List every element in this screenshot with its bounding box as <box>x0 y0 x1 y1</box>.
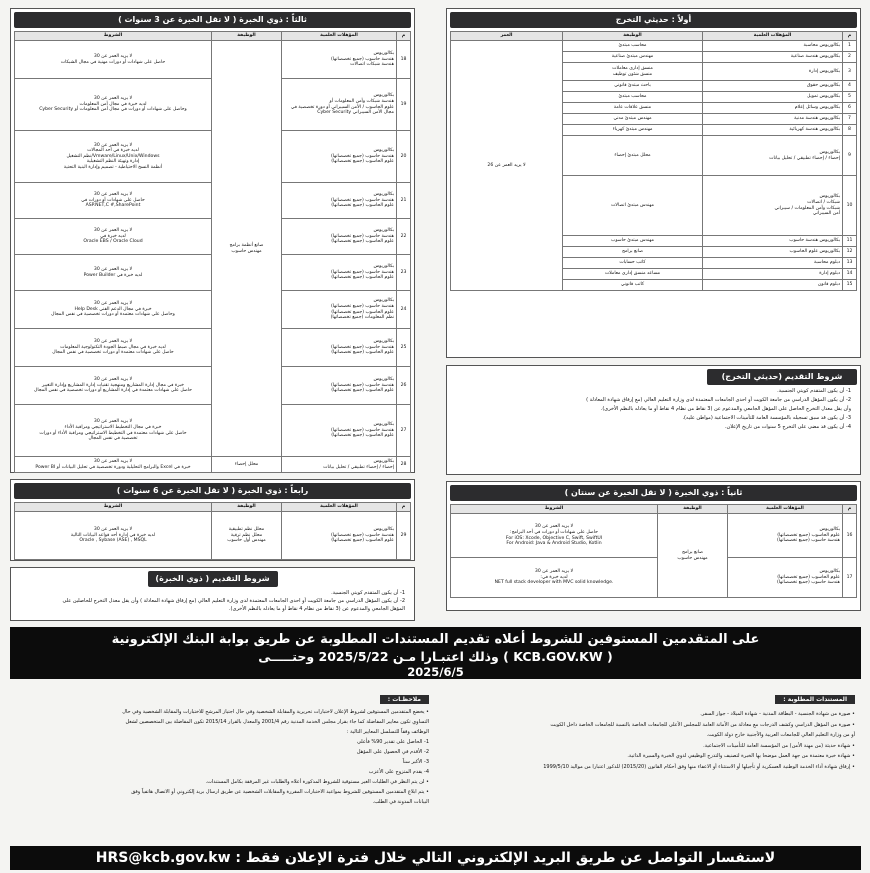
qualification-cell: بكالوريوس إدارة <box>703 63 843 81</box>
row-number: 6 <box>843 103 857 114</box>
conditions-cell: لا يزيد العمر عن 30 حاصل على شهادات أو دورات مهنية في مجال الشبكات <box>15 41 212 79</box>
row-number: 21 <box>397 183 411 219</box>
qualification-cell: بكالوريوس علوم الحاسوب (جميع تخصصاتها) هندسة حاسوب (جميع تخصصاتها) <box>728 558 843 598</box>
table-row <box>451 514 857 558</box>
row-number: 28 <box>397 457 411 473</box>
graduates-rows <box>451 41 857 291</box>
row-number: 10 <box>843 176 857 236</box>
graduates-panel <box>446 8 861 358</box>
job-cell: محلل مبتدئ إحصاء <box>563 136 703 176</box>
table-header: م المؤهلات العلمية الوظيفة الشروط <box>15 503 411 512</box>
job-cell: مساعد منسق إداري معاملات <box>563 269 703 280</box>
note-item: التساوي تكون معايير المفاضلة كما جاء بقرار مجلس الخدمة المدنية رقم 2001/4 والمعدل بالقرار 2015/14 تكون المفاضلة بين المتخصصين لشغل <box>125 719 429 725</box>
note-item: 1- الحاصل على تقدير 90% فأعلى <box>357 739 429 745</box>
third-rows <box>15 41 411 473</box>
qualification-cell: بكالوريوس حقوق <box>703 81 843 92</box>
row-number: 19 <box>397 79 411 131</box>
graduate-conditions-panel <box>446 365 861 475</box>
table-row <box>15 512 411 560</box>
qualification-cell: بكالوريوس هندسة مدنية <box>703 114 843 125</box>
row-number: 29 <box>397 512 411 560</box>
qualification-cell: بكالوريوس علوم الحاسوب <box>703 247 843 258</box>
qualification-cell: بكالوريوس محاسبة <box>703 41 843 52</box>
condition-item: 4- أن يكون قد مضى على التخرج 5 سنوات من تاريخ الإعلان. <box>724 424 851 430</box>
qualification-cell: بكالوريوس هندسة صناعية <box>703 52 843 63</box>
experience-conditions-title: شروط التقديم ( ذوي الخبرة) <box>148 571 278 587</box>
note-item: البيانات المدونة في الطلب. <box>372 799 429 805</box>
conditions-cell: لا يزيد العمر عن 30 خبرة في مجال الدعم الفني Help Desk وحاصل على شهادات معتمدة أو دورات تخصصية في نفس المجال <box>15 291 212 329</box>
qualification-cell: بكالوريوس هندسة شبكات وأمن المعلومات أو علوم الحاسوب / الأمن السيبراني أو دورة تخصصية في مجال الأمن السيبراني Cyber Security <box>282 79 397 131</box>
qualification-cell: بكالوريوس هندسة حاسوب (جميع تخصصاتها) علوم الحاسوب (جميع تخصصاتها) نظم المعلومات (جميع تخصصاتها) <box>282 291 397 329</box>
row-number: 4 <box>843 81 857 92</box>
qualification-cell: بكالوريوس علوم الحاسوب (جميع تخصصاتها) هندسة حاسوب (جميع تخصصاتها) <box>728 514 843 558</box>
row-number: 9 <box>843 136 857 176</box>
row-number: 24 <box>397 291 411 329</box>
condition-item: المؤهل الجامعي والمدعوم عن (3 نقاط من نظام 4 نقاط أو ما يعادله بالنظم الأخرى). <box>228 606 405 612</box>
notes-panel <box>10 682 435 842</box>
experience-conditions-panel <box>10 567 415 621</box>
condition-item: 3- أن يكون قد سبق تسجيله بالمؤسسة العامة للتأمينات الاجتماعية (مواطن عليه). <box>682 415 851 421</box>
conditions-cell: لا يزيد العمر عن 30 لديه خبرة في: .NET full stack developer with MVC solid knowledge <box>451 558 658 598</box>
table-header: م المؤهلات العلمية الوظيفة الشروط <box>15 32 411 41</box>
second-panel <box>446 481 861 611</box>
conditions-cell: لا يزيد العمر عن 30 لديه خبرة في إدارة أحد قواعد البيانات التالية Oracle , Sybase (ASE) , MSQL <box>15 512 212 560</box>
table-header: م المؤهلات العلمية الوظيفة العمر <box>451 32 857 41</box>
fourth-panel <box>10 479 415 561</box>
graduates-table <box>450 31 857 291</box>
documents-title: المستندات المطلوبة : <box>775 695 855 704</box>
row-number: 18 <box>397 41 411 79</box>
qualification-cell: بكالوريوس هندسة حاسوب (جميع تخصصاتها) علوم الحاسوب (جميع تخصصاتها) <box>282 131 397 183</box>
row-number: 2 <box>843 52 857 63</box>
row-number: 5 <box>843 92 857 103</box>
note-item: • لن يتم النظر في الطلبات الغير مستوفية للشروط المذكورة أعلاه والطلبات غير المرفقة بكامل المستندات. <box>205 779 429 785</box>
row-number: 3 <box>843 63 857 81</box>
qualification-cell: بكالوريوس تمويل <box>703 92 843 103</box>
document-item: • صورة من شهادة الجنسية - البطاقة المدنية - شهادة الميلاد - جواز السفر. <box>700 711 855 717</box>
conditions-cell: لا يزيد العمر عن 30 خبرة في مجال إدارة المشاريع ومنهجية تقنيات إدارة المشاريع وإدارة التغيير حاصل على شهادات معتمدة في إدارة المشاريع أو دورات تخصصية في نفس المجال <box>15 367 212 405</box>
row-number: 11 <box>843 236 857 247</box>
row-number: 1 <box>843 41 857 52</box>
graduate-conditions-list <box>450 385 857 434</box>
table-row <box>15 457 411 473</box>
job-cell: منسق علاقات عامة <box>563 103 703 114</box>
row-number: 22 <box>397 219 411 255</box>
row-number: 7 <box>843 114 857 125</box>
row-number: 15 <box>843 280 857 291</box>
notes-title: ملاحظـات : <box>380 695 429 704</box>
note-item: الوظائف وفقاً للتسلسل المعايير التالية : <box>346 729 429 735</box>
third-table <box>14 31 411 473</box>
qualification-cell: دبلوم قانون <box>703 280 843 291</box>
row-number: 17 <box>843 558 857 598</box>
qualification-cell: بكالوريوس هندسة حاسوب (جميع تخصصاتها) علوم الحاسوب (جميع تخصصاتها) <box>282 405 397 457</box>
job-cell: مهندس مبتدئ اتصالات <box>563 176 703 236</box>
job-cell: مهندس مبتدئ صناعية <box>563 52 703 63</box>
document-item: • صورة من المؤهل الدراسي وكشف الدرجات مع معادلة من الأمانة العامة للمجلس الأعلى للجامعات الخاصة بالنسبة للجامعات الخاصة داخل الكويت <box>550 721 855 728</box>
note-item: • يتم ابلاغ المتقدمين المستوفين للشروط بمواعيد الاختبارات المقررة والمقابلات الشخصية عن طريق ارسال بريد إلكتروني أو الاتصال هاتفياً وفق <box>131 789 429 795</box>
table-row <box>451 41 857 52</box>
conditions-cell: لا يزيد العمر عن 30 لديه خبرة في مجال ضبط الجودة التكنولوجية المعلومات حاصل على شهادات معتمدة أو دورات تخصصية في نفس المجال <box>15 329 212 367</box>
second-rows <box>451 514 857 598</box>
job-cell: صانع برامج <box>563 247 703 258</box>
job-cell: مهندس مبتدئ كهرباء <box>563 125 703 136</box>
conditions-cell: لا يزيد العمر عن 30 خبرة في Excel والبرامج التحليلية ودورة تخصصية في تحليل البيانات أو Power BI <box>15 457 212 473</box>
job-cell: مهندس مبتدئ مدني <box>563 114 703 125</box>
fourth-rows <box>15 512 411 560</box>
document-item: • شهادة حديثة (من مهنة الأمن) من المؤسسة العامة للتأمينات الاجتماعية. <box>703 742 855 749</box>
fourth-title: رابعاً : ذوي الخبرة ( لا تقل الخبرة عن 6 سنوات ) <box>14 483 411 499</box>
documents-list <box>452 709 855 772</box>
qualification-cell: بكالوريوس إحصاء / إحصاء تطبيقي / تحليل بيانات <box>703 136 843 176</box>
second-table <box>450 504 857 598</box>
qualification-cell: بكالوريوس شبكات / اتصالات شبكات وأمن المعلومات / سيبراني أمن السيبراني <box>703 176 843 236</box>
conditions-cell: لا يزيد العمر عن 30 لديه خبرة في Power Builder <box>15 255 212 291</box>
conditions-cell: لا يزيد العمر عن 30 خبرة في مجال التخطيط الاستراتيجي ومراقبة الأداء حاصل على شهادات معتمدة في التخطيط الاستراتيجي ومراقبة الأداء أو دورات تخصصية في نفس المجال <box>15 405 212 457</box>
qualification-cell: دبلوم إدارة <box>703 269 843 280</box>
documents-panel <box>446 682 861 842</box>
contact-footer: لاستفسار التواصل عن طريق البريد الإلكتروني التالي خلال فترة الإعلان فقط : HRS@kcb.gov.kw <box>10 846 861 870</box>
job-cell: صانع أنظمة برامج مهندس حاسوب <box>212 41 282 457</box>
conditions-cell: لا يزيد العمر عن 30 حاصل على شهادات أو دورات في ASP.NET,C #,SharePoint <box>15 183 212 219</box>
job-cell: محاسب مبتدئ <box>563 92 703 103</box>
document-item: • شهادة خبرة معتمدة من جهة العمل موضحا بها الخبرة لتصنيف والتدرج الوظيفي لذوي الخبرة والسيرة الذاتية. <box>627 753 855 759</box>
row-number: 20 <box>397 131 411 183</box>
row-number: 26 <box>397 367 411 405</box>
condition-item: وأن يقل معدل التخرج الحاصل على المؤهل الجامعي والمدعوم عن (3 نقاط من نظام 4 نقاط أو ما يعادله بالنظم الأخرى). <box>600 406 851 412</box>
table-header: م المؤهلات العلمية الوظيفة الشروط <box>451 505 857 514</box>
graduate-conditions-title: شروط التقديم (حديثي التخرج) <box>707 369 857 385</box>
qualification-cell: بكالوريوس هندسة حاسوب (جميع تخصصاتها) هندسة شبكات اتصالات <box>282 41 397 79</box>
note-item: 4- يقدم المتزوج على الأعزب <box>368 769 429 775</box>
job-cell: منسق إداري معاملات منسق شئون توظيف <box>563 63 703 81</box>
job-cell: باحث مبتدئ قانوني <box>563 81 703 92</box>
qualification-cell: بكالوريوس هندسة حاسوب (جميع تخصصاتها) علوم الحاسوب (جميع تخصصاتها) <box>282 367 397 405</box>
row-number: 13 <box>843 258 857 269</box>
note-item: • يخضع المتقدمين المستوفين لشروط الإعلان لاختبارات تحريرية والمقابلة الشخصية وفي حال اجتياز المرشح للاختبارات والمقابلة الشخصية وفي حال <box>122 709 429 715</box>
condition-item: 1- أن يكون المتقدم كويتي الجنسية. <box>777 388 851 394</box>
job-cell: كاتب حسابات <box>563 258 703 269</box>
row-number: 25 <box>397 329 411 367</box>
experience-conditions-list <box>14 587 411 615</box>
table-row <box>15 41 411 79</box>
qualification-cell: بكالوريوس هندسة حاسوب (جميع تخصصاتها) علوم الحاسوب (جميع تخصصاتها) <box>282 512 397 560</box>
row-number: 14 <box>843 269 857 280</box>
qualification-cell: بكالوريوس وسائل إعلام <box>703 103 843 114</box>
conditions-cell: لا يزيد العمر عن 30 لديه خبرة في مجال أمن المعلومات وحاصل على شهادات أو دورات في مجال أمن المعلومات أو Cyber Security <box>15 79 212 131</box>
qualification-cell: بكالوريوس هندسة حاسوب (جميع تخصصاتها) علوم الحاسوب (جميع تخصصاتها) <box>282 329 397 367</box>
banner-line-1: على المتقدمين المستوفين للشروط أعلاه تقديم المستندات المطلوبة عن طريق بوابة البنك الإلكترونية <box>111 632 760 647</box>
job-cell: محلل نظم تطبيقية محلل نظم ترقية مهندس أول حاسوب <box>212 512 282 560</box>
third-title: ثالثاً : ذوي الخبرة ( لا تقل الخبرة عن 3 سنوات ) <box>14 12 411 28</box>
row-number: 27 <box>397 405 411 457</box>
job-cell: صانع برامج مهندس حاسوب <box>658 514 728 598</box>
conditions-cell: لا يزيد العمر عن 30 حاصل على شهادات أو دورات في أحد البرامج: For iOS: Xcode, Objective C, Swift, SwiftUI For Android: Java & Android Studio, Kotlin <box>451 514 658 558</box>
condition-item: 2- أن يكون المؤهل الدراسي من جامعة الكويت أو احدى الجامعات المعتمدة لدى وزارة التعليم العالي (مع إرفاق شهادة المعادلة ) وأن يقل معدل التخرج للحاصلين على <box>62 598 405 604</box>
table-row <box>451 558 857 598</box>
qualification-cell: بكالوريوس هندسة كهربائية <box>703 125 843 136</box>
note-item: 2- الأقدم في الحصول على المؤهل <box>356 749 429 755</box>
document-item: أو من وزارة التعليم العالي للجامعات العربية والأجنبية خارج دولة الكويت. <box>706 732 855 738</box>
row-number: 16 <box>843 514 857 558</box>
second-title: ثانياً : ذوي الخبرة ( لا تقل الخبرة عن سنتان ) <box>450 485 857 501</box>
qualification-cell: بكالوريوس هندسة حاسوب (جميع تخصصاتها) علوم الحاسوب (جميع تخصصاتها) <box>282 255 397 291</box>
third-panel <box>10 8 415 473</box>
qualification-cell: بكالوريوس إحصاء / إحصاء تطبيقي / تحليل بيانات <box>282 457 397 473</box>
conditions-cell: لا يزيد العمر عن 30 لديه خبرة في أحد المجالات Vmware/Linux/Unix/Windows/نظم التشغيل إدارة وتهيئة النظم التشغيلية أنظمة النسخ الاحتياطية - تصميم وإدارة البنية التحتية <box>15 131 212 183</box>
job-cell: محلل إحصاء <box>212 457 282 473</box>
age-cell: لا يزيد العمر عن 26 <box>451 41 563 291</box>
application-banner <box>10 627 861 679</box>
fourth-table <box>14 502 411 560</box>
job-cell: محاسب مبتدئ <box>563 41 703 52</box>
row-number: 12 <box>843 247 857 258</box>
note-item: 3- الأكبر سناً <box>402 759 429 765</box>
notes-list <box>16 707 429 807</box>
qualification-cell: بكالوريوس هندسة حاسوب (جميع تخصصاتها) علوم الحاسوب (جميع تخصصاتها) <box>282 219 397 255</box>
row-number: 23 <box>397 255 411 291</box>
condition-item: 1- أن يكون المتقدم كويتي الجنسية. <box>331 590 405 596</box>
condition-item: 2- أن يكون المؤهل الدراسي من جامعة الكويت أو احدى الجامعات المعتمدة لدى وزارة التعليم العالي (مع إرفاق شهادة المعادلة ) <box>586 397 851 403</box>
qualification-cell: بكالوريوس هندسة حاسوب <box>703 236 843 247</box>
qualification-cell: بكالوريوس هندسة حاسوب (جميع تخصصاتها) علوم الحاسوب (جميع تخصصاتها) <box>282 183 397 219</box>
graduates-title: أولاً : حديثي التخرج <box>450 12 857 28</box>
conditions-cell: لا يزيد العمر عن 30 لديه خبرة في Oracle EBS / Oracle Cloud <box>15 219 212 255</box>
job-cell: مهندس مبتدئ حاسوب <box>563 236 703 247</box>
document-item: • إرفاق شهادة أداء الخدمة الوطنية العسكرية أو تأجيلها أو الاستثناء أو الاعفاء منها وفق أحكام القانون (2015/20) للذكور اعتبارا من مواليد 1999/5/10 <box>543 763 855 770</box>
job-cell: كاتب قانوني <box>563 280 703 291</box>
banner-line-2: ( KCB.GOV.KW ) وذلك اعتبـارا مـن 2025/5/22 وحتـــــى <box>258 649 613 664</box>
qualification-cell: دبلوم محاسبة <box>703 258 843 269</box>
banner-line-3: 2025/6/5 <box>407 665 464 679</box>
row-number: 8 <box>843 125 857 136</box>
